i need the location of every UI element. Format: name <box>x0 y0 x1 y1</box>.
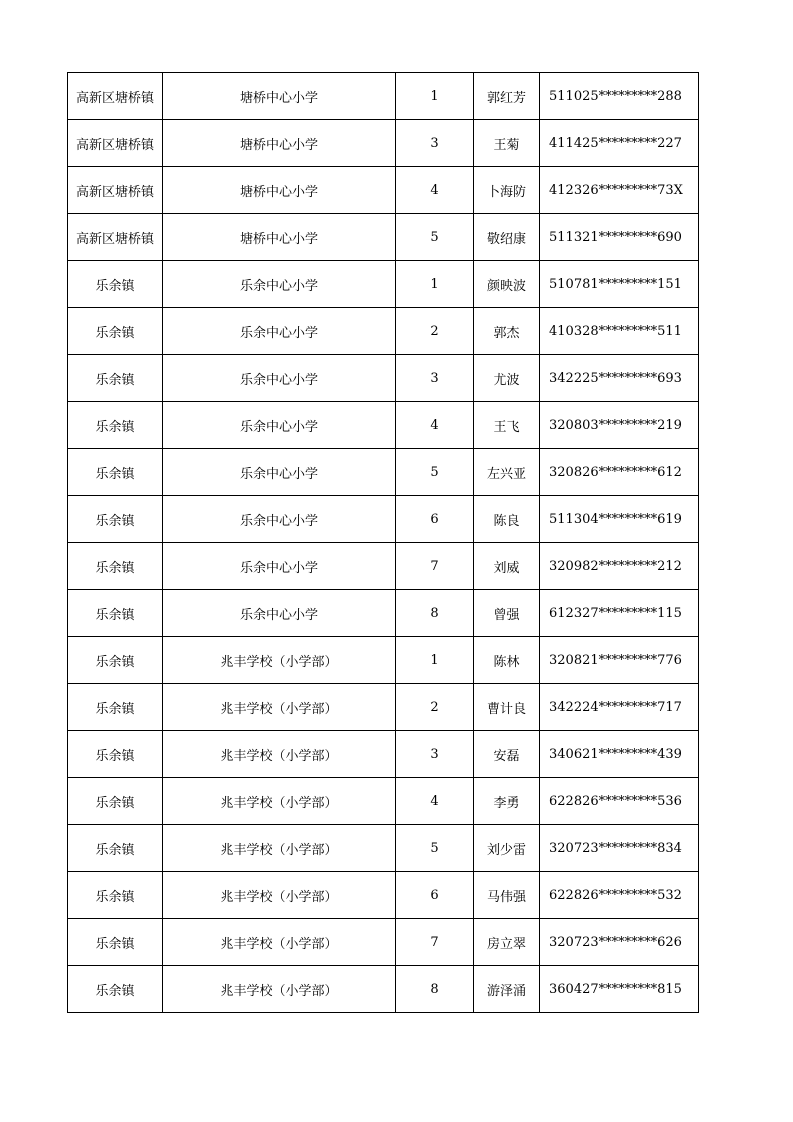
cell-person-name: 曾强 <box>474 590 540 637</box>
cell-town: 乐余镇 <box>68 308 163 355</box>
cell-school: 塘桥中心小学 <box>163 167 396 214</box>
table-row <box>68 167 699 214</box>
cell-town: 乐余镇 <box>68 825 163 872</box>
cell-number: 7 <box>396 543 474 590</box>
cell-town: 高新区塘桥镇 <box>68 120 163 167</box>
cell-number: 3 <box>396 355 474 402</box>
cell-number: 5 <box>396 449 474 496</box>
table-row <box>68 308 699 355</box>
table-row <box>68 825 699 872</box>
cell-id-number: 511304*********619 <box>540 496 699 543</box>
cell-person-name: 刘威 <box>474 543 540 590</box>
cell-person-name: 安磊 <box>474 731 540 778</box>
cell-school: 乐余中心小学 <box>163 449 396 496</box>
cell-town: 高新区塘桥镇 <box>68 214 163 261</box>
cell-person-name: 陈良 <box>474 496 540 543</box>
cell-school: 乐余中心小学 <box>163 355 396 402</box>
cell-town: 乐余镇 <box>68 684 163 731</box>
table-row <box>68 496 699 543</box>
cell-number: 8 <box>396 966 474 1013</box>
cell-person-name: 李勇 <box>474 778 540 825</box>
cell-town: 乐余镇 <box>68 402 163 449</box>
cell-school: 乐余中心小学 <box>163 496 396 543</box>
cell-town: 乐余镇 <box>68 778 163 825</box>
table-row <box>68 355 699 402</box>
cell-person-name: 陈林 <box>474 637 540 684</box>
cell-person-name: 刘少雷 <box>474 825 540 872</box>
cell-id-number: 320723*********834 <box>540 825 699 872</box>
cell-school: 兆丰学校（小学部） <box>163 825 396 872</box>
cell-person-name: 敬绍康 <box>474 214 540 261</box>
table-row <box>68 120 699 167</box>
cell-number: 3 <box>396 120 474 167</box>
cell-town: 乐余镇 <box>68 261 163 308</box>
cell-town: 乐余镇 <box>68 449 163 496</box>
cell-school: 乐余中心小学 <box>163 402 396 449</box>
cell-number: 1 <box>396 637 474 684</box>
cell-town: 高新区塘桥镇 <box>68 73 163 120</box>
cell-town: 乐余镇 <box>68 543 163 590</box>
cell-person-name: 马伟强 <box>474 872 540 919</box>
cell-id-number: 622826*********536 <box>540 778 699 825</box>
table-row <box>68 919 699 966</box>
cell-id-number: 320723*********626 <box>540 919 699 966</box>
cell-school: 乐余中心小学 <box>163 543 396 590</box>
cell-id-number: 511321*********690 <box>540 214 699 261</box>
cell-town: 乐余镇 <box>68 637 163 684</box>
cell-town: 乐余镇 <box>68 496 163 543</box>
cell-id-number: 320821*********776 <box>540 637 699 684</box>
cell-school: 塘桥中心小学 <box>163 73 396 120</box>
cell-number: 7 <box>396 919 474 966</box>
cell-school: 乐余中心小学 <box>163 261 396 308</box>
cell-number: 4 <box>396 778 474 825</box>
cell-school: 乐余中心小学 <box>163 308 396 355</box>
cell-number: 1 <box>396 73 474 120</box>
cell-town: 乐余镇 <box>68 966 163 1013</box>
table-row <box>68 731 699 778</box>
cell-town: 乐余镇 <box>68 731 163 778</box>
cell-town: 高新区塘桥镇 <box>68 167 163 214</box>
cell-number: 3 <box>396 731 474 778</box>
cell-school: 兆丰学校（小学部） <box>163 919 396 966</box>
cell-number: 2 <box>396 308 474 355</box>
cell-id-number: 340621*********439 <box>540 731 699 778</box>
cell-number: 5 <box>396 825 474 872</box>
cell-number: 5 <box>396 214 474 261</box>
table-row <box>68 543 699 590</box>
cell-person-name: 郭杰 <box>474 308 540 355</box>
roster-table-body <box>68 73 699 1013</box>
cell-person-name: 尤波 <box>474 355 540 402</box>
cell-person-name: 卜海防 <box>474 167 540 214</box>
cell-school: 塘桥中心小学 <box>163 120 396 167</box>
cell-id-number: 411425*********227 <box>540 120 699 167</box>
cell-number: 8 <box>396 590 474 637</box>
cell-school: 兆丰学校（小学部） <box>163 966 396 1013</box>
cell-id-number: 342225*********693 <box>540 355 699 402</box>
cell-number: 4 <box>396 167 474 214</box>
cell-person-name: 左兴亚 <box>474 449 540 496</box>
table-row <box>68 637 699 684</box>
cell-person-name: 游泽涌 <box>474 966 540 1013</box>
cell-number: 4 <box>396 402 474 449</box>
cell-id-number: 510781*********151 <box>540 261 699 308</box>
table-row <box>68 684 699 731</box>
cell-id-number: 320826*********612 <box>540 449 699 496</box>
cell-id-number: 412326*********73X <box>540 167 699 214</box>
table-row <box>68 261 699 308</box>
table-row <box>68 449 699 496</box>
cell-town: 乐余镇 <box>68 590 163 637</box>
cell-person-name: 王飞 <box>474 402 540 449</box>
cell-town: 乐余镇 <box>68 355 163 402</box>
cell-school: 塘桥中心小学 <box>163 214 396 261</box>
cell-school: 兆丰学校（小学部） <box>163 872 396 919</box>
cell-town: 乐余镇 <box>68 919 163 966</box>
cell-town: 乐余镇 <box>68 872 163 919</box>
cell-number: 2 <box>396 684 474 731</box>
cell-person-name: 房立翠 <box>474 919 540 966</box>
cell-person-name: 郭红芳 <box>474 73 540 120</box>
cell-id-number: 342224*********717 <box>540 684 699 731</box>
cell-id-number: 622826*********532 <box>540 872 699 919</box>
cell-school: 兆丰学校（小学部） <box>163 778 396 825</box>
table-row <box>68 214 699 261</box>
cell-number: 6 <box>396 496 474 543</box>
cell-id-number: 612327*********115 <box>540 590 699 637</box>
cell-number: 1 <box>396 261 474 308</box>
cell-person-name: 颜映波 <box>474 261 540 308</box>
table-row <box>68 872 699 919</box>
cell-school: 乐余中心小学 <box>163 590 396 637</box>
cell-id-number: 320982*********212 <box>540 543 699 590</box>
cell-id-number: 511025*********288 <box>540 73 699 120</box>
cell-id-number: 360427*********815 <box>540 966 699 1013</box>
cell-person-name: 曹计良 <box>474 684 540 731</box>
table-row <box>68 73 699 120</box>
table-row <box>68 590 699 637</box>
cell-school: 兆丰学校（小学部） <box>163 684 396 731</box>
table-row <box>68 778 699 825</box>
cell-id-number: 320803*********219 <box>540 402 699 449</box>
cell-school: 兆丰学校（小学部） <box>163 637 396 684</box>
cell-number: 6 <box>396 872 474 919</box>
table-row <box>68 402 699 449</box>
cell-id-number: 410328*********511 <box>540 308 699 355</box>
cell-person-name: 王菊 <box>474 120 540 167</box>
cell-school: 兆丰学校（小学部） <box>163 731 396 778</box>
roster-table <box>67 72 699 1013</box>
table-row <box>68 966 699 1013</box>
